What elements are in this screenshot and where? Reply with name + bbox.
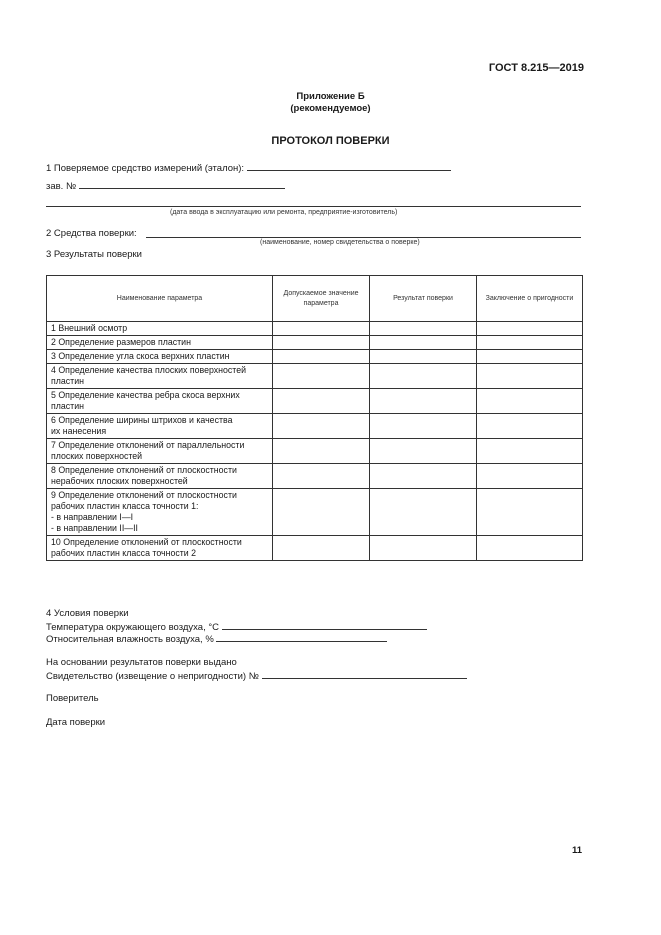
parameter-text-line: пластин bbox=[51, 376, 84, 386]
parameter-name-cell bbox=[47, 336, 273, 350]
serial-label: зав. № bbox=[46, 181, 77, 192]
conclusion-cell[interactable] bbox=[477, 350, 583, 364]
item2-label: 2 Средства поверки: bbox=[46, 228, 137, 239]
result-cell[interactable] bbox=[370, 322, 477, 336]
parameter-text-line: плоских поверхностей bbox=[51, 451, 143, 461]
result-cell[interactable] bbox=[370, 336, 477, 350]
annex-subtitle: (рекомендуемое) bbox=[290, 103, 371, 114]
parameter-text-line: нерабочих плоских поверхностей bbox=[51, 476, 188, 486]
conclusion-line1: На основании результатов поверки выдано bbox=[46, 657, 237, 668]
parameter-name-cell bbox=[47, 389, 273, 414]
date-input-line[interactable] bbox=[46, 206, 581, 207]
table-row bbox=[47, 364, 583, 389]
certificate-input-line[interactable] bbox=[262, 669, 467, 679]
parameter-text-line: 1 Внешний осмотр bbox=[51, 323, 128, 333]
parameter-text-line: 7 Определение отклонений от параллельности bbox=[51, 440, 245, 450]
result-cell[interactable] bbox=[370, 536, 477, 561]
parameter-text-line: 8 Определение отклонений от плоскостности bbox=[51, 465, 237, 475]
table-row bbox=[47, 322, 583, 336]
temperature-label: Температура окружающего воздуха, °С bbox=[46, 622, 220, 633]
header-verification-result: Результат поверки bbox=[370, 276, 477, 322]
allowed-value-cell[interactable] bbox=[273, 464, 370, 489]
allowed-value-cell[interactable] bbox=[273, 336, 370, 350]
table-row bbox=[47, 489, 583, 536]
allowed-value-cell[interactable] bbox=[273, 364, 370, 389]
parameter-text-line: - в направлении II—II bbox=[51, 523, 138, 533]
means-input-line[interactable] bbox=[146, 237, 581, 238]
item1-row bbox=[46, 161, 451, 174]
result-cell[interactable] bbox=[370, 439, 477, 464]
annex-heading bbox=[0, 91, 661, 115]
parameter-text-line: 4 Определение качества плоских поверхностей bbox=[51, 365, 247, 375]
annex-title: Приложение Б bbox=[296, 91, 365, 102]
humidity-input-line[interactable] bbox=[216, 632, 387, 642]
header-suitability-conclusion: Заключение о пригодности bbox=[477, 276, 583, 322]
table-row bbox=[47, 389, 583, 414]
serial-input-line[interactable] bbox=[79, 179, 285, 189]
parameter-text-line: 5 Определение качества ребра скоса верхних bbox=[51, 390, 240, 400]
humidity-label: Относительная влажность воздуха, % bbox=[46, 634, 214, 645]
item2-row bbox=[46, 228, 137, 239]
conclusion-cell[interactable] bbox=[477, 364, 583, 389]
document-code: ГОСТ 8.215—2019 bbox=[488, 62, 584, 74]
parameter-text-line: 2 Определение размеров пластин bbox=[51, 337, 191, 347]
result-cell[interactable] bbox=[370, 350, 477, 364]
table-row bbox=[47, 350, 583, 364]
item1-label: 1 Поверяемое средство измерений (эталон): bbox=[46, 163, 245, 174]
page-number: 11 bbox=[571, 845, 582, 856]
result-cell[interactable] bbox=[370, 489, 477, 536]
conclusion-cell[interactable] bbox=[477, 389, 583, 414]
parameter-text-line: рабочих пластин класса точности 2 bbox=[51, 548, 197, 558]
allowed-value-cell[interactable] bbox=[273, 536, 370, 561]
parameter-name-cell bbox=[47, 536, 273, 561]
conclusion-cell[interactable] bbox=[477, 439, 583, 464]
header-parameter-name: Наименование параметра bbox=[47, 276, 273, 322]
parameter-text-line: 6 Определение ширины штрихов и качества bbox=[51, 415, 233, 425]
verifier-label: Поверитель bbox=[46, 693, 99, 704]
parameter-text-line: рабочих пластин класса точности 1: bbox=[51, 501, 199, 511]
parameter-text-line: 9 Определение отклонений от плоскостности bbox=[51, 490, 237, 500]
parameter-text-line: пластин bbox=[51, 401, 84, 411]
verification-date-label: Дата поверки bbox=[46, 717, 106, 728]
humidity-row bbox=[46, 632, 387, 645]
parameter-name-cell bbox=[47, 364, 273, 389]
conclusion-cell[interactable] bbox=[477, 336, 583, 350]
parameter-text-line: - в направлении I—I bbox=[51, 512, 134, 522]
conclusion-cell[interactable] bbox=[477, 414, 583, 439]
parameter-name-cell bbox=[47, 350, 273, 364]
allowed-value-cell[interactable] bbox=[273, 489, 370, 536]
allowed-value-cell[interactable] bbox=[273, 389, 370, 414]
table-row bbox=[47, 439, 583, 464]
parameter-name-cell bbox=[47, 414, 273, 439]
conclusion-cell[interactable] bbox=[477, 464, 583, 489]
result-cell[interactable] bbox=[370, 464, 477, 489]
parameter-name-cell bbox=[47, 489, 273, 536]
parameter-name-cell bbox=[47, 322, 273, 336]
conditions-title: 4 Условия поверки bbox=[46, 608, 129, 619]
parameter-name-cell bbox=[47, 439, 273, 464]
table-header-row bbox=[47, 276, 583, 322]
table-row bbox=[47, 336, 583, 350]
allowed-value-cell[interactable] bbox=[273, 439, 370, 464]
serial-row bbox=[46, 179, 285, 192]
table-row bbox=[47, 464, 583, 489]
allowed-value-cell[interactable] bbox=[273, 350, 370, 364]
parameter-text-line: 10 Определение отклонений от плоскостности bbox=[51, 537, 242, 547]
parameter-name-cell bbox=[47, 464, 273, 489]
item3-label: 3 Результаты поверки bbox=[46, 249, 142, 260]
allowed-value-cell[interactable] bbox=[273, 414, 370, 439]
conclusion-cell[interactable] bbox=[477, 536, 583, 561]
result-cell[interactable] bbox=[370, 389, 477, 414]
date-note: (дата ввода в эксплуатацию или ремонта, предприятие-изготовитель) bbox=[170, 209, 398, 216]
conclusion-cell[interactable] bbox=[477, 322, 583, 336]
item1-input-line[interactable] bbox=[247, 161, 451, 171]
parameter-text-line: 3 Определение угла скоса верхних пластин bbox=[51, 351, 230, 361]
temperature-input-line[interactable] bbox=[222, 620, 427, 630]
parameter-text-line: их нанесения bbox=[51, 426, 107, 436]
result-cell[interactable] bbox=[370, 414, 477, 439]
table-row bbox=[47, 536, 583, 561]
header-allowed-value: Допускаемое значение параметра bbox=[273, 276, 370, 322]
protocol-title: ПРОТОКОЛ ПОВЕРКИ bbox=[271, 135, 390, 147]
conclusion-cell[interactable] bbox=[477, 489, 583, 536]
allowed-value-cell[interactable] bbox=[273, 322, 370, 336]
means-note: (наименование, номер свидетельства о поверке) bbox=[260, 239, 420, 246]
result-cell[interactable] bbox=[370, 364, 477, 389]
certificate-label: Свидетельство (извещение о непригодности) № bbox=[46, 671, 259, 682]
results-table bbox=[46, 275, 583, 561]
table-row bbox=[47, 414, 583, 439]
certificate-row bbox=[46, 669, 467, 682]
